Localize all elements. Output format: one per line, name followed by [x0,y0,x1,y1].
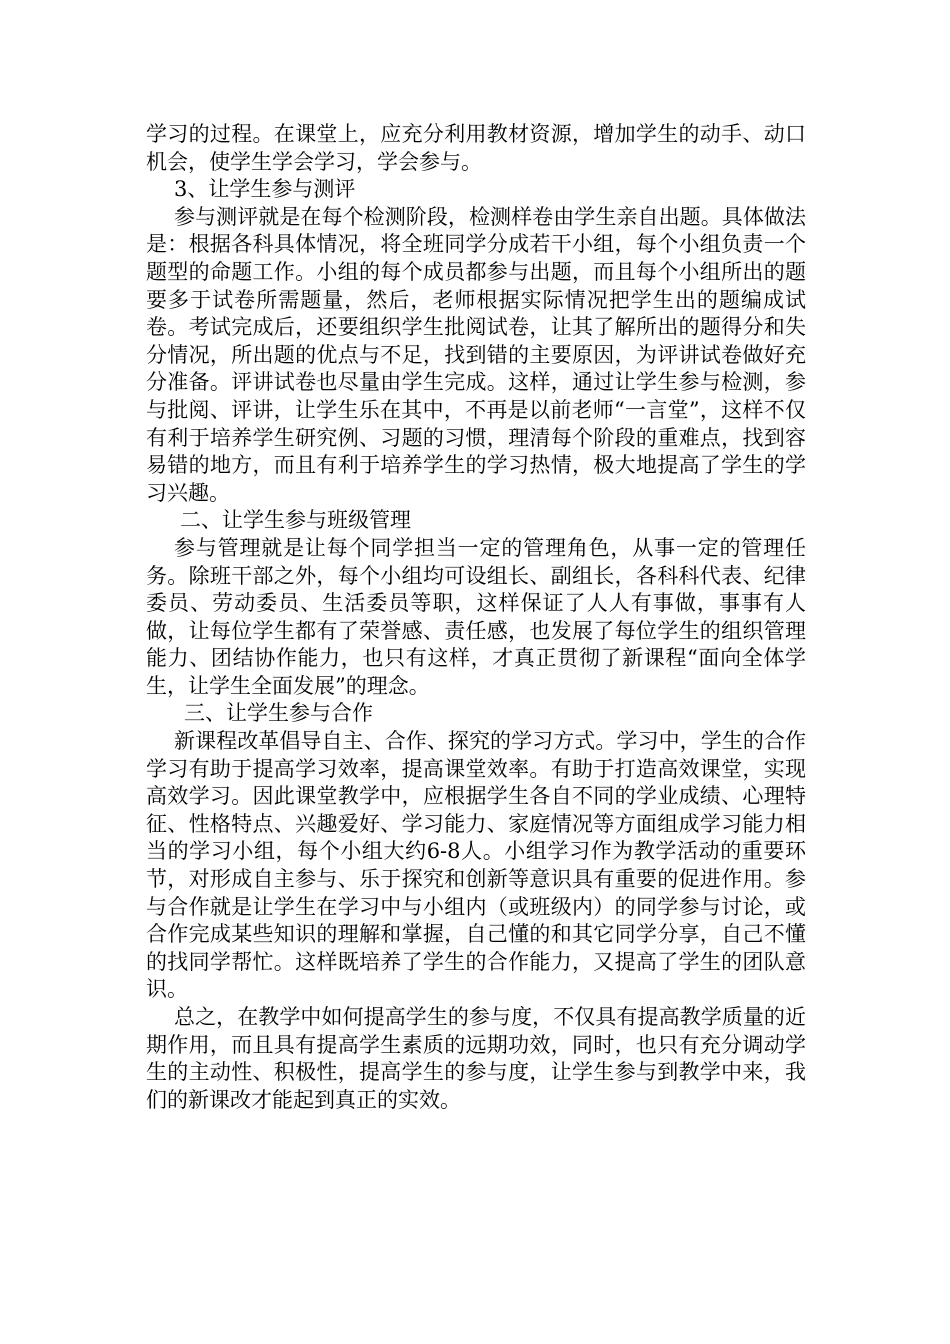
heading-class-management: 二、让学生参与班级管理 [180,508,411,533]
paragraph-assessment: 参与测评就是在每个检测阶段，检测样卷由学生亲自出题。具体做法是：根据各科具体情况，将全班同学分成若干小组，每个小组负责一个题型的命题工作。小组的每个成员都参与出题，而且每个小组所出的题要多于试卷所需题量，然后，老师根据实际情况把学生出的题编成试卷。考试完成后，还要组织学生批阅试卷，让其了解所出的题得分和失分情况，所出题的优点与不足，找到错的主要原因，为评讲试卷做好充分准备。评讲试卷也尽量由学生完成。这样，通过让学生参与检测，参与批阅、评讲，让学生乐在其中，不再是以前老师“一言堂”，这样不仅有利于培养学生研究例、习题的习惯，理清每个阶段的重难点，找到容易错的地方，而且有利于培养学生的学习热情，极大地提高了学生的学习兴趣。 [146,204,806,505]
subheading-assessment: 3、让学生参与测评 [174,177,356,202]
paragraph-class-management: 参与管理就是让每个同学担当一定的管理角色，从事一定的管理任务。除班干部之外，每个小组均可设组长、副组长，各科科代表、纪律委员、劳动委员、生活委员等职，这样保证了人人有事做，事事有人做，让每位学生都有了荣誉感、责任感，也发展了每位学生的组织管理能力、团结协作能力，也只有这样，才真正贯彻了新课程“面向全体学生，让学生全面发展”的理念。 [146,535,806,698]
paragraph-cooperation: 新课程改革倡导自主、合作、探究的学习方式。学习中，学生的合作学习有助于提高学习效率，提高课堂效率。有助于打造高效课堂，实现高效学习。因此课堂教学中，应根据学生各自不同的学业成绩、心理特征、性格特点、兴趣爱好、学习能力、家庭情况等方面组成学习能力相当的学习小组，每个小组大约6-8人。小组学习作为教学活动的重要环节，对形成自主参与、乐于探究和创新等意识具有重要的促进作用。参与合作就是让学生在学习中与小组内（或班级内）的同学参与讨论，或合作完成某些知识的理解和掌握，自己懂的和其它同学分享，自己不懂的找同学帮忙。这样既培养了学生的合作能力，又提高了学生的团队意识。 [146,729,806,1002]
heading-cooperation: 三、让学生参与合作 [184,701,373,726]
paragraph-conclusion: 总之，在教学中如何提高学生的参与度，不仅具有提高教学质量的近期作用，而且具有提高学生素质的远期功效，同时，也只有充分调动学生的主动性、积极性，提高学生的参与度，让学生参与到教学中来，我们的新课改才能起到真正的实效。 [146,1005,806,1112]
document-body [146,121,806,1114]
paragraph-continuation: 学习的过程。在课堂上，应充分利用教材资源，增加学生的动手、动口机会，使学生学会学习，学会参与。 [146,122,806,174]
